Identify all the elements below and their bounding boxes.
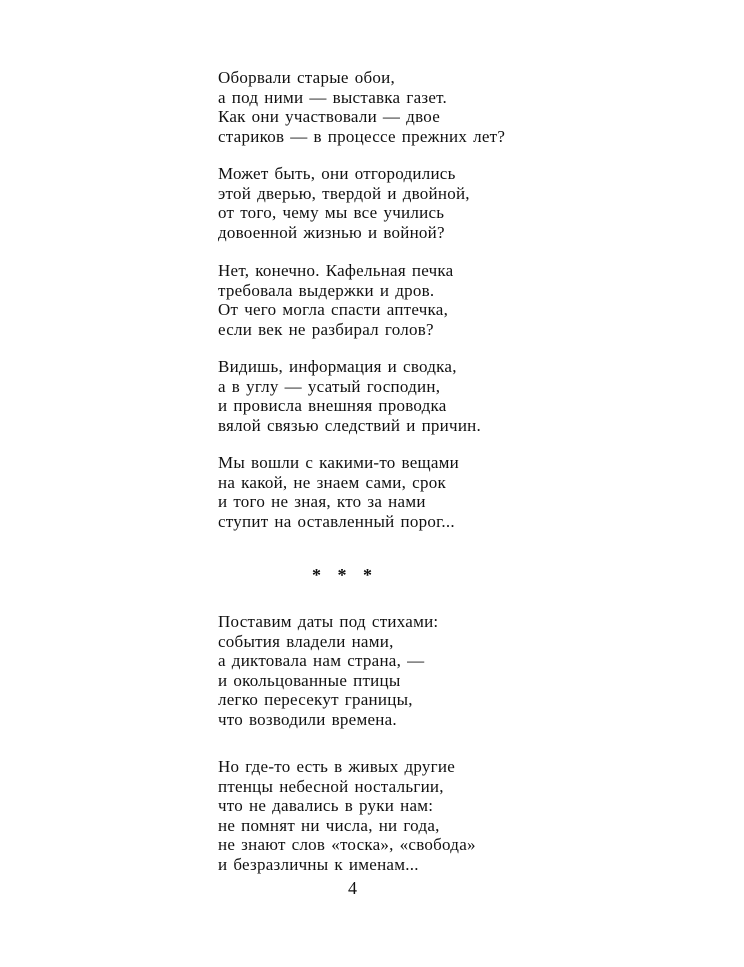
poem1-stanza-2: [218, 164, 470, 242]
poem2-stanza-2: [218, 757, 476, 874]
verse-line: от того, чему мы все учились: [218, 203, 445, 222]
page-number: 4: [348, 878, 357, 898]
verse-line: Мы вошли с какими-то вещами: [218, 453, 460, 472]
verse-line: и окольцованные птицы: [218, 670, 401, 690]
verse-line: Видишь, информация и сводка,: [218, 357, 457, 376]
poem1-stanza-5: [218, 453, 459, 531]
verse-line: вялой связью следствий и причин.: [218, 415, 482, 435]
verse-line: Поставим даты под стихами:: [218, 612, 439, 631]
verse-line: что возводили времена.: [218, 709, 397, 729]
verse-line: ступит на оставленный порог...: [218, 511, 455, 531]
verse-line: а под ними — выставка газет.: [218, 87, 448, 107]
verse-line: не знают слов «тоска», «свобода»: [218, 835, 476, 854]
section-separator: * * *: [312, 565, 378, 585]
verse-line: этой дверью, твердой и двойной,: [218, 183, 470, 203]
verse-line: а диктовала нам страна, —: [218, 651, 425, 670]
poem1-stanza-4: [218, 357, 481, 435]
verse-line: если век не разбирал голов?: [218, 319, 434, 339]
verse-line: Как они участвовали — двое: [218, 107, 440, 126]
poem1-stanza-3: [218, 261, 453, 339]
verse-line: и того не зная, кто за нами: [218, 492, 426, 511]
poem2-stanza-1: [218, 612, 438, 729]
verse-line: Нет, конечно. Кафельная печка: [218, 261, 454, 280]
verse-line: стариков — в процессе прежних лет?: [218, 126, 506, 146]
verse-line: довоенной жизнью и войной?: [218, 222, 445, 242]
verse-line: и безразличны к именам...: [218, 854, 419, 874]
poem1-stanza-1: [218, 68, 505, 146]
verse-line: От чего могла спасти аптечка,: [218, 300, 449, 319]
verse-line: птенцы небесной ностальгии,: [218, 776, 444, 796]
verse-line: и провисла внешняя проводка: [218, 396, 447, 415]
verse-line: события владели нами,: [218, 631, 394, 651]
verse-line: Оборвали старые обои,: [218, 68, 395, 87]
verse-line: на какой, не знаем сами, срок: [218, 472, 446, 492]
verse-line: что не давались в руки нам:: [218, 796, 434, 815]
verse-line: не помнят ни числа, ни года,: [218, 815, 440, 835]
verse-line: а в углу — усатый господин,: [218, 376, 441, 396]
verse-line: Может быть, они отгородились: [218, 164, 456, 183]
verse-line: требовала выдержки и дров.: [218, 280, 435, 300]
verse-line: легко пересекут границы,: [218, 690, 413, 709]
verse-line: Но где-то есть в живых другие: [218, 757, 456, 776]
